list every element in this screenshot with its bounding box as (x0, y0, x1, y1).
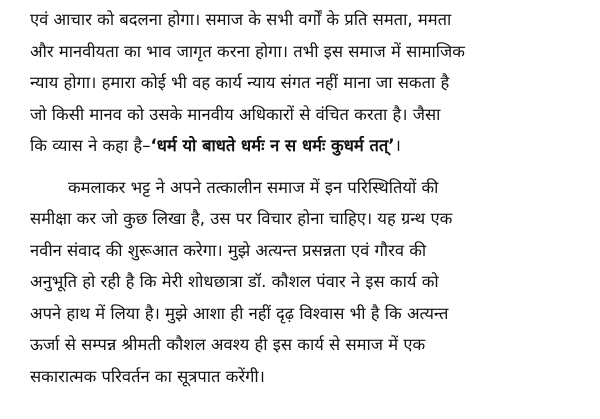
paragraph-line: और मानवीयता का भाव जागृत करना होगा। तभी इस समाज में सामाजिक (30, 41, 465, 61)
paragraph-line: एवं आचार को बदलना होगा। समाज के सभी वर्गों के प्रति समता, ममता (30, 10, 452, 29)
paragraph-line: न्याय होगा। हमारा कोई भी वह कार्य न्याय संगत नहीं माना जा सकता है (30, 73, 450, 92)
paragraph-line: सकारात्मक परिवर्तन का सूत्रपात करेंगी। (30, 366, 265, 386)
paragraph-line: अनुभूति हो रही है कि मेरी शोधछात्रा डॉ. कौशल पंवार ने इस कार्य को (30, 272, 439, 291)
paragraph-2 (30, 172, 586, 393)
paragraph-line: ऊर्जा से सम्पन्न श्रीमती कौशल अवश्य ही इस कार्य से समाज में एक (30, 335, 426, 354)
paragraph-line-indented: कमलाकर भट्ट ने अपने तत्कालीन समाज में इन परिस्थितियों की (68, 177, 439, 197)
sentence-end: । (394, 136, 401, 155)
paragraph-line: जो किसी मानव को उसके मानवीय अधिकारों से वंचित करता है। जैसा (30, 104, 441, 124)
sanskrit-quote: ‘धर्म यो बाधते धर्मः न स धर्मः कुधर्म तत्’ (150, 136, 395, 155)
quote-lead-in: कि व्यास ने कहा है– (30, 136, 151, 155)
paragraph-line: नवीन संवाद की शुरूआत करेगा। मुझे अत्यन्त प्रसन्नता एवं गौरव की (30, 240, 427, 260)
paragraph-line: समीक्षा कर जो कुछ लिखा है, उस पर विचार होना चाहिए। यह ग्रन्थ एक (30, 209, 453, 228)
paragraph-line-with-quote (30, 130, 586, 162)
paragraph-1 (30, 4, 586, 162)
paragraph-gap (30, 162, 586, 172)
paragraph-line: अपने हाथ में लिया है। मुझे आशा ही नहीं दृढ़ विश्वास भी है कि अत्यन्त (30, 303, 449, 323)
